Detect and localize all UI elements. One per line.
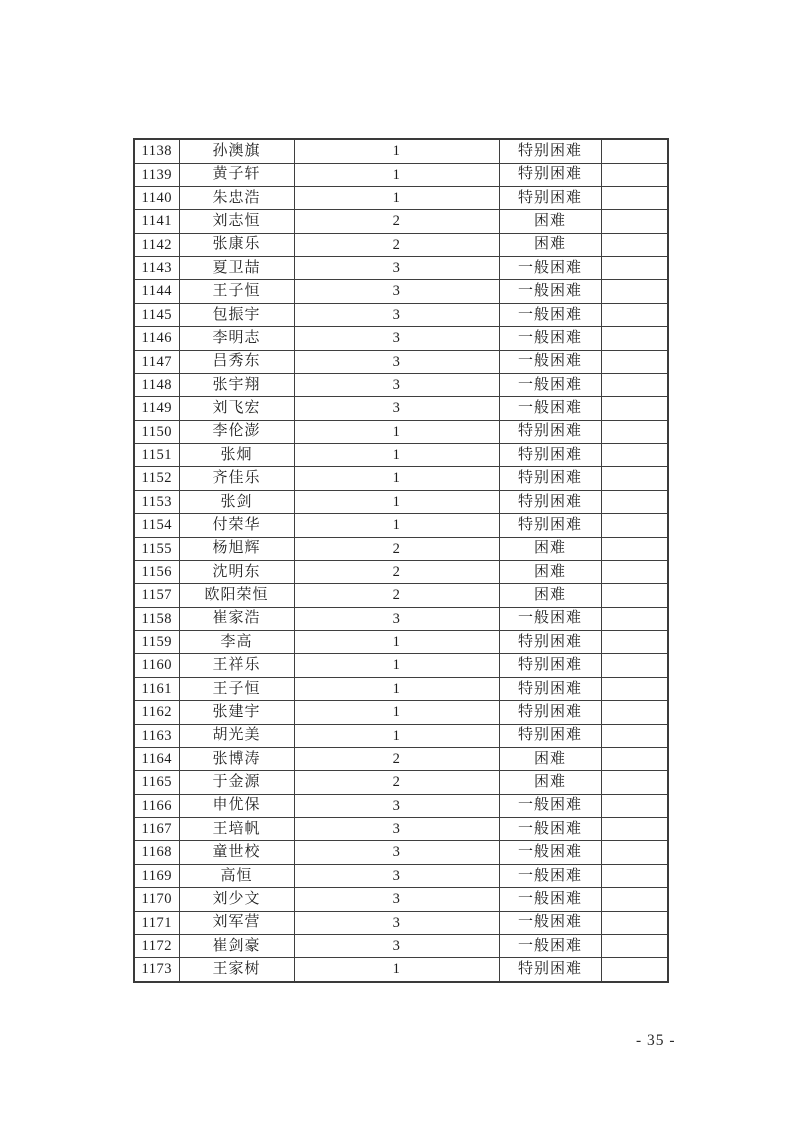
cell-level: 2 bbox=[294, 210, 499, 233]
table-row bbox=[134, 818, 668, 841]
cell-name: 王培帆 bbox=[179, 818, 294, 841]
cell-level: 1 bbox=[294, 139, 499, 163]
table-row bbox=[134, 210, 668, 233]
table-row bbox=[134, 701, 668, 724]
cell-name: 张炯 bbox=[179, 444, 294, 467]
cell-note bbox=[601, 701, 668, 724]
cell-category: 特别困难 bbox=[499, 677, 601, 700]
table-row bbox=[134, 631, 668, 654]
cell-id: 1163 bbox=[134, 724, 179, 747]
cell-id: 1152 bbox=[134, 467, 179, 490]
cell-level: 2 bbox=[294, 233, 499, 256]
cell-level: 3 bbox=[294, 350, 499, 373]
cell-note bbox=[601, 958, 668, 982]
cell-name: 高恒 bbox=[179, 864, 294, 887]
table-row bbox=[134, 257, 668, 280]
cell-note bbox=[601, 724, 668, 747]
cell-name: 张剑 bbox=[179, 490, 294, 513]
cell-id: 1138 bbox=[134, 139, 179, 163]
table-row bbox=[134, 139, 668, 163]
cell-note bbox=[601, 794, 668, 817]
cell-level: 3 bbox=[294, 818, 499, 841]
cell-category: 特别困难 bbox=[499, 514, 601, 537]
table-row bbox=[134, 888, 668, 911]
cell-id: 1158 bbox=[134, 607, 179, 630]
cell-id: 1142 bbox=[134, 233, 179, 256]
cell-category: 特别困难 bbox=[499, 139, 601, 163]
cell-note bbox=[601, 397, 668, 420]
cell-level: 1 bbox=[294, 514, 499, 537]
cell-level: 3 bbox=[294, 934, 499, 957]
cell-note bbox=[601, 210, 668, 233]
cell-name: 黄子轩 bbox=[179, 163, 294, 186]
cell-note bbox=[601, 514, 668, 537]
cell-id: 1172 bbox=[134, 934, 179, 957]
cell-category: 困难 bbox=[499, 771, 601, 794]
cell-id: 1145 bbox=[134, 303, 179, 326]
table-row bbox=[134, 911, 668, 934]
cell-category: 特别困难 bbox=[499, 163, 601, 186]
cell-name: 付荣华 bbox=[179, 514, 294, 537]
cell-name: 张康乐 bbox=[179, 233, 294, 256]
cell-id: 1171 bbox=[134, 911, 179, 934]
cell-level: 3 bbox=[294, 841, 499, 864]
cell-level: 1 bbox=[294, 163, 499, 186]
cell-id: 1143 bbox=[134, 257, 179, 280]
cell-note bbox=[601, 280, 668, 303]
cell-note bbox=[601, 584, 668, 607]
cell-level: 2 bbox=[294, 584, 499, 607]
cell-name: 童世校 bbox=[179, 841, 294, 864]
cell-id: 1167 bbox=[134, 818, 179, 841]
table-row bbox=[134, 350, 668, 373]
table-row bbox=[134, 373, 668, 396]
cell-name: 夏卫喆 bbox=[179, 257, 294, 280]
table-row bbox=[134, 677, 668, 700]
cell-name: 于金源 bbox=[179, 771, 294, 794]
table-row bbox=[134, 934, 668, 957]
cell-category: 一般困难 bbox=[499, 257, 601, 280]
cell-id: 1169 bbox=[134, 864, 179, 887]
cell-id: 1153 bbox=[134, 490, 179, 513]
cell-level: 3 bbox=[294, 397, 499, 420]
cell-category: 一般困难 bbox=[499, 373, 601, 396]
cell-note bbox=[601, 303, 668, 326]
table-row bbox=[134, 420, 668, 443]
cell-note bbox=[601, 537, 668, 560]
cell-name: 沈明东 bbox=[179, 560, 294, 583]
cell-id: 1155 bbox=[134, 537, 179, 560]
cell-level: 1 bbox=[294, 444, 499, 467]
cell-category: 特别困难 bbox=[499, 724, 601, 747]
cell-id: 1148 bbox=[134, 373, 179, 396]
cell-category: 特别困难 bbox=[499, 958, 601, 982]
cell-category: 一般困难 bbox=[499, 841, 601, 864]
cell-note bbox=[601, 607, 668, 630]
cell-note bbox=[601, 654, 668, 677]
cell-id: 1165 bbox=[134, 771, 179, 794]
cell-name: 张宇翔 bbox=[179, 373, 294, 396]
cell-category: 一般困难 bbox=[499, 794, 601, 817]
cell-name: 齐佳乐 bbox=[179, 467, 294, 490]
table-row bbox=[134, 958, 668, 982]
cell-name: 杨旭辉 bbox=[179, 537, 294, 560]
cell-id: 1139 bbox=[134, 163, 179, 186]
cell-name: 欧阳荣恒 bbox=[179, 584, 294, 607]
table-row bbox=[134, 771, 668, 794]
cell-level: 2 bbox=[294, 537, 499, 560]
cell-name: 崔家浩 bbox=[179, 607, 294, 630]
cell-category: 困难 bbox=[499, 560, 601, 583]
table-row bbox=[134, 864, 668, 887]
cell-level: 1 bbox=[294, 701, 499, 724]
table-row bbox=[134, 303, 668, 326]
cell-note bbox=[601, 631, 668, 654]
cell-id: 1168 bbox=[134, 841, 179, 864]
cell-level: 1 bbox=[294, 631, 499, 654]
cell-level: 3 bbox=[294, 794, 499, 817]
cell-category: 一般困难 bbox=[499, 911, 601, 934]
cell-id: 1144 bbox=[134, 280, 179, 303]
cell-id: 1164 bbox=[134, 747, 179, 770]
cell-level: 1 bbox=[294, 654, 499, 677]
cell-id: 1150 bbox=[134, 420, 179, 443]
cell-category: 困难 bbox=[499, 210, 601, 233]
cell-category: 困难 bbox=[499, 584, 601, 607]
table-row bbox=[134, 327, 668, 350]
cell-note bbox=[601, 444, 668, 467]
cell-note bbox=[601, 888, 668, 911]
table-row bbox=[134, 560, 668, 583]
table-row bbox=[134, 514, 668, 537]
cell-note bbox=[601, 864, 668, 887]
cell-name: 吕秀东 bbox=[179, 350, 294, 373]
table-body bbox=[134, 139, 668, 982]
cell-name: 王子恒 bbox=[179, 677, 294, 700]
cell-note bbox=[601, 490, 668, 513]
cell-name: 崔剑豪 bbox=[179, 934, 294, 957]
cell-level: 3 bbox=[294, 280, 499, 303]
cell-note bbox=[601, 257, 668, 280]
cell-name: 包振宇 bbox=[179, 303, 294, 326]
cell-name: 胡光美 bbox=[179, 724, 294, 747]
cell-level: 3 bbox=[294, 373, 499, 396]
cell-id: 1173 bbox=[134, 958, 179, 982]
cell-id: 1147 bbox=[134, 350, 179, 373]
cell-id: 1159 bbox=[134, 631, 179, 654]
cell-name: 王祥乐 bbox=[179, 654, 294, 677]
cell-note bbox=[601, 934, 668, 957]
table-row bbox=[134, 584, 668, 607]
table-row bbox=[134, 233, 668, 256]
cell-id: 1154 bbox=[134, 514, 179, 537]
cell-name: 朱忠浩 bbox=[179, 186, 294, 209]
cell-id: 1156 bbox=[134, 560, 179, 583]
cell-id: 1141 bbox=[134, 210, 179, 233]
table-row bbox=[134, 397, 668, 420]
cell-category: 特别困难 bbox=[499, 186, 601, 209]
cell-category: 困难 bbox=[499, 537, 601, 560]
cell-category: 一般困难 bbox=[499, 397, 601, 420]
cell-category: 特别困难 bbox=[499, 490, 601, 513]
cell-category: 一般困难 bbox=[499, 303, 601, 326]
table-row bbox=[134, 747, 668, 770]
cell-id: 1161 bbox=[134, 677, 179, 700]
cell-note bbox=[601, 771, 668, 794]
cell-note bbox=[601, 139, 668, 163]
cell-note bbox=[601, 163, 668, 186]
cell-name: 王家树 bbox=[179, 958, 294, 982]
table-row bbox=[134, 444, 668, 467]
cell-level: 1 bbox=[294, 724, 499, 747]
cell-category: 特别困难 bbox=[499, 654, 601, 677]
cell-note bbox=[601, 233, 668, 256]
page-number: - 35 - bbox=[636, 1032, 676, 1049]
cell-note bbox=[601, 327, 668, 350]
cell-level: 3 bbox=[294, 303, 499, 326]
cell-note bbox=[601, 841, 668, 864]
cell-note bbox=[601, 747, 668, 770]
cell-category: 特别困难 bbox=[499, 444, 601, 467]
cell-id: 1140 bbox=[134, 186, 179, 209]
cell-category: 困难 bbox=[499, 747, 601, 770]
cell-level: 2 bbox=[294, 771, 499, 794]
table-row bbox=[134, 537, 668, 560]
cell-level: 3 bbox=[294, 257, 499, 280]
cell-category: 特别困难 bbox=[499, 420, 601, 443]
aid-roster-table bbox=[133, 138, 669, 983]
table-row bbox=[134, 794, 668, 817]
cell-id: 1146 bbox=[134, 327, 179, 350]
table-row bbox=[134, 607, 668, 630]
cell-level: 2 bbox=[294, 747, 499, 770]
cell-category: 特别困难 bbox=[499, 631, 601, 654]
cell-note bbox=[601, 677, 668, 700]
cell-level: 3 bbox=[294, 911, 499, 934]
cell-category: 一般困难 bbox=[499, 327, 601, 350]
cell-note bbox=[601, 911, 668, 934]
cell-category: 一般困难 bbox=[499, 607, 601, 630]
cell-level: 1 bbox=[294, 186, 499, 209]
cell-level: 1 bbox=[294, 677, 499, 700]
cell-category: 特别困难 bbox=[499, 467, 601, 490]
cell-name: 孙澳旗 bbox=[179, 139, 294, 163]
table-row bbox=[134, 280, 668, 303]
cell-note bbox=[601, 350, 668, 373]
cell-level: 1 bbox=[294, 467, 499, 490]
cell-name: 刘军营 bbox=[179, 911, 294, 934]
cell-note bbox=[601, 818, 668, 841]
cell-note bbox=[601, 560, 668, 583]
cell-name: 刘少文 bbox=[179, 888, 294, 911]
cell-category: 困难 bbox=[499, 233, 601, 256]
cell-name: 李高 bbox=[179, 631, 294, 654]
cell-level: 1 bbox=[294, 420, 499, 443]
cell-id: 1151 bbox=[134, 444, 179, 467]
table-row bbox=[134, 841, 668, 864]
cell-level: 3 bbox=[294, 327, 499, 350]
cell-name: 李伦澎 bbox=[179, 420, 294, 443]
cell-level: 2 bbox=[294, 560, 499, 583]
cell-level: 1 bbox=[294, 958, 499, 982]
cell-note bbox=[601, 467, 668, 490]
cell-category: 一般困难 bbox=[499, 280, 601, 303]
cell-level: 1 bbox=[294, 490, 499, 513]
table-row bbox=[134, 490, 668, 513]
cell-name: 李明志 bbox=[179, 327, 294, 350]
cell-category: 一般困难 bbox=[499, 934, 601, 957]
cell-id: 1166 bbox=[134, 794, 179, 817]
table-row bbox=[134, 186, 668, 209]
cell-category: 一般困难 bbox=[499, 888, 601, 911]
cell-category: 一般困难 bbox=[499, 818, 601, 841]
cell-note bbox=[601, 373, 668, 396]
cell-name: 申优保 bbox=[179, 794, 294, 817]
cell-name: 刘飞宏 bbox=[179, 397, 294, 420]
table-row bbox=[134, 163, 668, 186]
table-row bbox=[134, 654, 668, 677]
cell-level: 3 bbox=[294, 864, 499, 887]
cell-id: 1170 bbox=[134, 888, 179, 911]
cell-name: 刘志恒 bbox=[179, 210, 294, 233]
cell-note bbox=[601, 420, 668, 443]
cell-id: 1149 bbox=[134, 397, 179, 420]
cell-category: 特别困难 bbox=[499, 701, 601, 724]
cell-id: 1162 bbox=[134, 701, 179, 724]
table-row bbox=[134, 467, 668, 490]
cell-name: 张博涛 bbox=[179, 747, 294, 770]
cell-category: 一般困难 bbox=[499, 864, 601, 887]
cell-id: 1157 bbox=[134, 584, 179, 607]
cell-name: 张建宇 bbox=[179, 701, 294, 724]
cell-name: 王子恒 bbox=[179, 280, 294, 303]
cell-id: 1160 bbox=[134, 654, 179, 677]
cell-level: 3 bbox=[294, 888, 499, 911]
cell-level: 3 bbox=[294, 607, 499, 630]
table-row bbox=[134, 724, 668, 747]
cell-category: 一般困难 bbox=[499, 350, 601, 373]
cell-note bbox=[601, 186, 668, 209]
